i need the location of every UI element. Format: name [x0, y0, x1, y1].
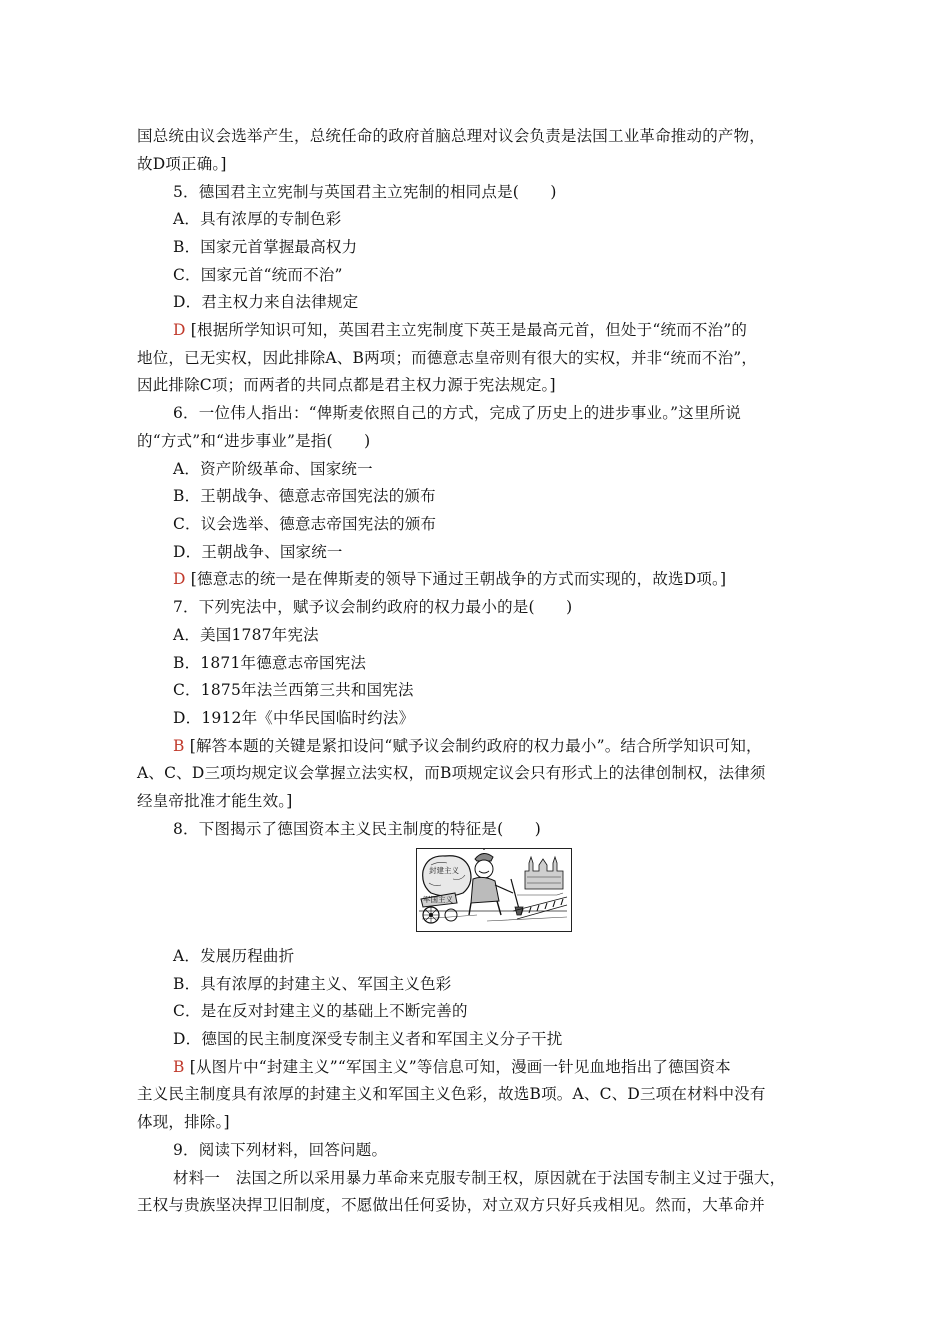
explanation-text: [根据所学知识可知，英国君主立宪制度下英王是最高元首，但处于“统而不治”的 — [190, 321, 748, 339]
text-line: 的“方式”和“进步事业”是指( ) — [137, 432, 371, 450]
option-d: D．德国的民主制度深受专制主义者和军国主义分子干扰 — [173, 1030, 563, 1048]
text-line: 国总统由议会选举产生，总统任命的政府首脑总理对议会负责是法国工业革命推动的产物， — [137, 127, 766, 145]
option-a: A．发展历程曲折 — [173, 947, 295, 965]
question-9: 9．阅读下列材料，回答问题。 — [173, 1141, 388, 1159]
option-d: D．王朝战争、国家统一 — [173, 543, 343, 561]
figure-label-militarism: 军国主义 — [423, 895, 453, 904]
text-line: 体现，排除。] — [137, 1113, 230, 1131]
text-line: 地位，已无实权，因此排除A、B两项；而德意志皇帝则有很大的实权，并非“统而不治”， — [137, 349, 758, 367]
option-d: D．1912年《中华民国临时约法》 — [173, 709, 415, 727]
answer-letter: D — [173, 321, 186, 339]
option-b: B．国家元首掌握最高权力 — [173, 238, 358, 256]
option-c: C．国家元首“统而不治” — [173, 266, 343, 284]
question-7: 7．下列宪法中，赋予议会制约政府的权力最小的是( ) — [173, 598, 573, 616]
question-5: 5．德国君主立宪制与英国君主立宪制的相同点是( ) — [173, 183, 557, 201]
explanation-text: [解答本题的关键是紧扣设问“赋予议会制约政府的权力最小”。结合所学知识可知， — [189, 737, 762, 755]
answer-explanation — [173, 736, 762, 756]
option-c: C．1875年法兰西第三共和国宪法 — [173, 681, 414, 699]
option-a: A．具有浓厚的专制色彩 — [173, 210, 342, 228]
figure-label-feudalism: 封建主义 — [429, 866, 459, 875]
option-b: B．王朝战争、德意志帝国宪法的颁布 — [173, 487, 436, 505]
option-b: B．1871年德意志帝国宪法 — [173, 654, 367, 672]
explanation-text: [德意志的统一是在俾斯麦的领导下通过王朝战争的方式而实现的，故选D项。] — [190, 570, 727, 588]
text-line: 因此排除C项；而两者的共同点都是君主权力源于宪法规定。] — [137, 376, 556, 394]
option-a: A．资产阶级革命、国家统一 — [173, 460, 373, 478]
material-text: 材料一 法国之所以采用暴力革命来克服专制王权，原因就在于法国专制主义过于强大， — [173, 1169, 786, 1187]
text-line: 故D项正确。] — [137, 155, 227, 173]
text-line: 主义民主制度具有浓厚的封建主义和军国主义色彩，故选B项。A、C、D三项在材料中没有 — [137, 1085, 766, 1103]
option-c: C．是在反对封建主义的基础上不断完善的 — [173, 1002, 468, 1020]
option-c: C．议会选举、德意志帝国宪法的颁布 — [173, 515, 437, 533]
answer-letter: D — [173, 570, 186, 588]
cartoon-figure — [416, 848, 572, 932]
answer-letter: B — [173, 737, 185, 755]
answer-explanation — [173, 320, 747, 340]
text-line: 王权与贵族坚决捍卫旧制度，不愿做出任何妥协，对立双方只好兵戎相见。然而，大革命并 — [137, 1196, 766, 1214]
answer-explanation — [173, 1057, 731, 1077]
explanation-text: [从图片中“封建主义”“军国主义”等信息可知，漫画一针见血地指出了德国资本 — [189, 1058, 731, 1076]
text-line: A、C、D三项均规定议会掌握立法实权，而B项规定议会只有形式上的法律创制权，法律须 — [137, 764, 766, 782]
cartoon-drawing — [417, 849, 570, 930]
question-6: 6．一位伟人指出：“俾斯麦依照自己的方式，完成了历史上的进步事业。”这里所说 — [173, 404, 742, 422]
text-line: 经皇帝批准才能生效。] — [137, 792, 293, 810]
question-8: 8．下图揭示了德国资本主义民主制度的特征是( ) — [173, 820, 541, 838]
answer-explanation — [173, 569, 726, 589]
option-d: D．君主权力来自法律规定 — [173, 293, 359, 311]
option-a: A．美国1787年宪法 — [173, 626, 319, 644]
option-b: B．具有浓厚的封建主义、军国主义色彩 — [173, 975, 452, 993]
answer-letter: B — [173, 1058, 185, 1076]
